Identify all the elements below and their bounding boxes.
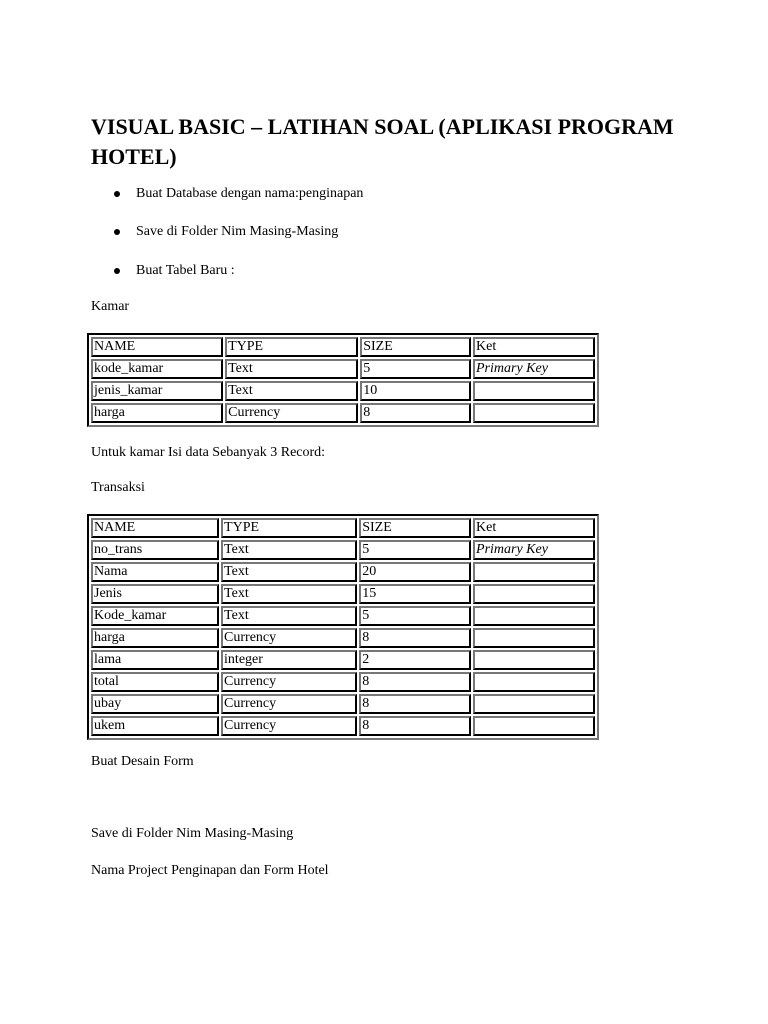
column-header: TYPE xyxy=(225,337,358,357)
column-header: NAME xyxy=(91,337,223,357)
table-cell xyxy=(473,606,595,626)
table-cell: Text xyxy=(221,584,357,604)
closing-paragraph: Save di Folder Nim Masing-Masing xyxy=(91,826,294,841)
table-cell: Text xyxy=(221,540,357,560)
closing-paragraph: Nama Project Penginapan dan Form Hotel xyxy=(91,863,329,878)
table-cell: harga xyxy=(91,403,223,423)
table-cell: Nama xyxy=(91,562,219,582)
table-row xyxy=(91,403,595,423)
table-cell xyxy=(473,672,595,692)
bullet-dot-icon xyxy=(114,229,120,235)
table-cell: 20 xyxy=(359,562,471,582)
column-header: NAME xyxy=(91,518,219,538)
table-cell: Primary Key xyxy=(473,359,595,379)
table-cell xyxy=(473,628,595,648)
table-cell: jenis_kamar xyxy=(91,381,223,401)
table-cell xyxy=(473,403,595,423)
table-cell: harga xyxy=(91,628,219,648)
column-header: SIZE xyxy=(359,518,471,538)
table-cell: 5 xyxy=(359,540,471,560)
table-cell: 8 xyxy=(360,403,471,423)
table-row xyxy=(91,672,595,692)
table-cell xyxy=(473,562,595,582)
table-cell: Currency xyxy=(221,694,357,714)
kamar-note: Untuk kamar Isi data Sebanyak 3 Record: xyxy=(91,445,326,460)
transaksi-table xyxy=(87,514,599,740)
table-row xyxy=(91,381,595,401)
table-cell: integer xyxy=(221,650,357,670)
table-cell: Text xyxy=(221,562,357,582)
table-cell: Text xyxy=(221,606,357,626)
column-header: TYPE xyxy=(221,518,357,538)
table-row xyxy=(91,584,595,604)
table-cell: 5 xyxy=(359,606,471,626)
table-cell: 2 xyxy=(359,650,471,670)
transaksi-heading: Transaksi xyxy=(91,480,145,495)
table-cell xyxy=(473,694,595,714)
table-row xyxy=(91,650,595,670)
closing-paragraph: Buat Desain Form xyxy=(91,754,194,769)
bullet-text: Save di Folder Nim Masing-Masing xyxy=(136,224,339,239)
table-cell: 8 xyxy=(359,716,471,736)
table-header-row xyxy=(91,337,595,357)
table-cell: total xyxy=(91,672,219,692)
column-header: Ket xyxy=(473,518,595,538)
table-cell: lama xyxy=(91,650,219,670)
table-row xyxy=(91,562,595,582)
table-cell: 5 xyxy=(360,359,471,379)
kamar-heading: Kamar xyxy=(91,299,130,314)
table-cell: Jenis xyxy=(91,584,219,604)
table-cell: Currency xyxy=(221,672,357,692)
table-cell: Currency xyxy=(221,716,357,736)
table-cell: 8 xyxy=(359,694,471,714)
table-row xyxy=(91,716,595,736)
table-cell: Kode_kamar xyxy=(91,606,219,626)
table-cell: Currency xyxy=(225,403,358,423)
bullet-dot-icon xyxy=(114,191,120,197)
table-row xyxy=(91,540,595,560)
table-cell xyxy=(473,584,595,604)
table-cell: ubay xyxy=(91,694,219,714)
bullet-dot-icon xyxy=(114,268,120,274)
table-cell: ukem xyxy=(91,716,219,736)
bullet-text: Buat Database dengan nama:penginapan xyxy=(136,186,364,201)
table-row xyxy=(91,359,595,379)
table-cell: no_trans xyxy=(91,540,219,560)
table-cell: Primary Key xyxy=(473,540,595,560)
table-cell: 10 xyxy=(360,381,471,401)
table-cell: 8 xyxy=(359,672,471,692)
table-cell xyxy=(473,381,595,401)
column-header: Ket xyxy=(473,337,595,357)
table-cell: kode_kamar xyxy=(91,359,223,379)
table-cell: Text xyxy=(225,359,358,379)
table-row xyxy=(91,694,595,714)
table-row xyxy=(91,628,595,648)
kamar-table xyxy=(87,333,599,427)
table-cell xyxy=(473,716,595,736)
bullet-text: Buat Tabel Baru : xyxy=(136,263,235,278)
table-cell: Currency xyxy=(221,628,357,648)
table-cell: 8 xyxy=(359,628,471,648)
table-cell xyxy=(473,650,595,670)
table-cell: 15 xyxy=(359,584,471,604)
table-cell: Text xyxy=(225,381,358,401)
table-row xyxy=(91,606,595,626)
document-title: VISUAL BASIC – LATIHAN SOAL (APLIKASI PROGRAM HOTEL) xyxy=(91,114,674,169)
table-header-row xyxy=(91,518,595,538)
column-header: SIZE xyxy=(360,337,471,357)
